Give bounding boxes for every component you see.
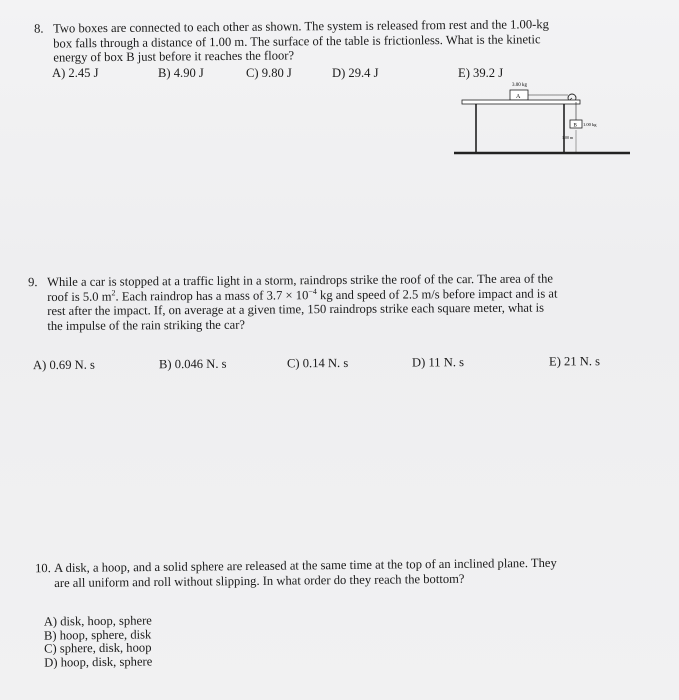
question-9-choice-d[interactable]: D) 11 N. s bbox=[411, 355, 465, 370]
question-10-line-2: are all uniform and roll without slipping. In what order do they reach the bottom? bbox=[54, 571, 465, 590]
question-8-choices bbox=[52, 66, 612, 82]
question-8-choice-b[interactable]: B) 4.90 J bbox=[158, 66, 204, 80]
question-9-line-4: the impulse of the rain striking the car? bbox=[47, 317, 245, 333]
question-10-choices bbox=[44, 614, 153, 669]
question-9-line-1: While a car is stopped at a traffic light in a storm, raindrops strike the roof of the car. The area of the bbox=[47, 271, 553, 290]
question-8-choice-c[interactable]: C) 9.80 J bbox=[246, 66, 292, 80]
table-top bbox=[462, 100, 580, 104]
question-9-line-2-c: kg and speed of 2.5 m/s before impact and is at bbox=[316, 285, 558, 302]
question-10-number: 10. bbox=[35, 561, 51, 576]
question-8 bbox=[34, 16, 644, 65]
question-10-choice-c[interactable]: C) sphere, disk, hoop bbox=[43, 640, 152, 656]
question-8-choice-a[interactable]: A) 2.45 J bbox=[52, 66, 99, 80]
question-8-choice-e[interactable]: E) 39.2 J bbox=[458, 66, 504, 80]
question-9-choices bbox=[33, 354, 643, 374]
question-8-line-2: box falls through a distance of 1.00 m. The surface of the table is frictionless. What is the kinetic bbox=[53, 31, 541, 50]
question-9-line-2-b: . Each raindrop has a mass of 3.7 × 10 bbox=[115, 287, 309, 304]
question-10-text bbox=[54, 556, 557, 590]
question-9-choice-b[interactable]: B) 0.046 N. s bbox=[158, 356, 227, 372]
question-10-choice-a[interactable]: A) disk, hoop, sphere bbox=[43, 613, 152, 629]
question-10-choice-d[interactable]: D) hoop, disk, sphere bbox=[44, 653, 153, 670]
box-a-mass-label: 3.00 kg bbox=[512, 83, 527, 88]
question-10-choice-b[interactable]: B) hoop, sphere, disk bbox=[43, 626, 152, 643]
question-9-line-2-a: roof is 5.0 m bbox=[47, 289, 112, 304]
question-10 bbox=[35, 555, 655, 590]
question-10-line-1: A disk, a hoop, and a solid sphere are released at the same time at the top of an inclined plane. They bbox=[54, 555, 557, 576]
question-9-text bbox=[47, 271, 558, 333]
question-9-choice-c[interactable]: C) 0.14 N. s bbox=[286, 355, 349, 371]
question-9-number: 9. bbox=[28, 275, 38, 290]
question-8-line-1: Two boxes are connected to each other as shown. The system is released from rest and the 1.00-kg bbox=[53, 17, 549, 36]
question-8-choice-d[interactable]: D) 29.4 J bbox=[332, 66, 379, 80]
box-b-label: B bbox=[573, 123, 577, 129]
pulley-table-diagram bbox=[452, 82, 632, 162]
distance-label: 1.00 m bbox=[562, 135, 574, 140]
question-9-sup-exponent: −4 bbox=[308, 286, 317, 296]
question-9-choice-a[interactable]: A) 0.69 N. s bbox=[32, 357, 95, 373]
question-8-number: 8. bbox=[34, 21, 44, 36]
question-9-sup-area: 2 bbox=[111, 287, 116, 297]
question-8-line-3: energy of box B just before it reaches the floor? bbox=[53, 48, 295, 65]
question-8-text bbox=[53, 17, 549, 65]
question-9-line-3: rest after the impact. If, on average at a given time, 150 raindrops strike each square meter, what is bbox=[47, 300, 545, 319]
box-b-mass-label: 1.00 kg bbox=[583, 122, 597, 127]
box-a-label: A bbox=[516, 94, 521, 100]
question-9-choice-e[interactable]: E) 21 N. s bbox=[548, 354, 601, 369]
